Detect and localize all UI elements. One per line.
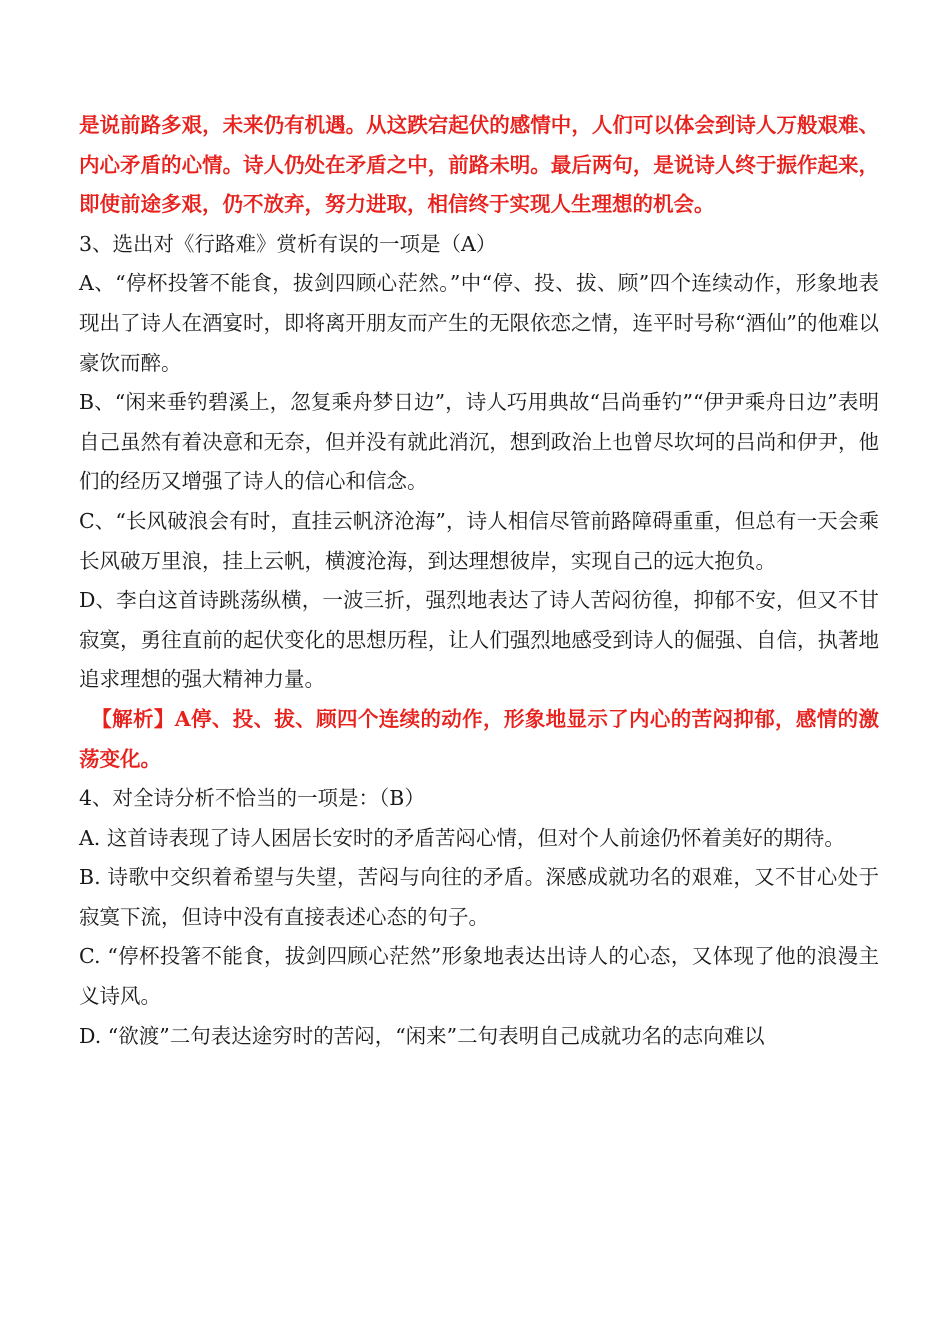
question-3-option-a: A、“停杯投箸不能食，拔剑四顾心茫然。”中“停、投、拔、顾”四个连续动作，形象地表现出了诗人在酒宴时，即将离开朋友而产生的无限依恋之情，连平时号称“酒仙”的他难以豪饮而醉。 <box>79 271 879 375</box>
answer-paragraph: 是说前路多艰，未来仍有机遇。从这跌宕起伏的感情中，人们可以体会到诗人万般艰难、内心矛盾的心情。诗人仍处在矛盾之中，前路未明。最后两句，是说诗人终于振作起来，即使前途多艰，仍不放弃，努力进取，相信终于实现人生理想的机会。 <box>79 113 879 217</box>
question-4-option-d: D. “欲渡”二句表达途穷时的苦闷，“闲来”二句表明自己成就功名的志向难以 <box>79 1023 765 1048</box>
question-3-option-b: B、“闲来垂钓碧溪上，忽复乘舟梦日边”，诗人巧用典故“吕尚垂钓”“伊尹乘舟日边”表明自己虽然有着决意和无奈，但并没有就此消沉，想到政治上也曾尽坎坷的吕尚和伊尹，他们的经历又增强了诗人的信心和信念。 <box>79 390 879 494</box>
question-4-option-a: A. 这首诗表现了诗人困居长安时的矛盾苦闷心情，但对个人前途仍怀着美好的期待。 <box>79 825 845 850</box>
question-3-analysis: 【解析】A停、投、拔、顾四个连续的动作，形象地显示了内心的苦闷抑郁，感情的激荡变化。 <box>79 706 879 771</box>
question-3-option-d: D、李白这首诗跳荡纵横，一波三折，强烈地表达了诗人苦闷彷徨，抑郁不安，但又不甘寂寞，勇往直前的起伏变化的思想历程，让人们强烈地感受到诗人的倔强、自信，执著地追求理想的强大精神力量。 <box>79 588 879 692</box>
document-page <box>79 106 879 1056</box>
question-3-stem: 3、选出对《行路难》赏析有误的一项是（A） <box>79 231 497 256</box>
question-4-stem: 4、对全诗分析不恰当的一项是：（B） <box>79 786 425 811</box>
question-4-option-b: B. 诗歌中交织着希望与失望，苦闷与向往的矛盾。深感成就功名的艰难，又不甘心处于寂寞下流，但诗中没有直接表述心态的句子。 <box>79 865 879 929</box>
question-3-option-c: C、“长风破浪会有时，直挂云帆济沧海”，诗人相信尽管前路障碍重重，但总有一天会乘长风破万里浪，挂上云帆，横渡沧海，到达理想彼岸，实现自己的远大抱负。 <box>79 508 879 573</box>
question-4-option-c: C. “停杯投箸不能食，拔剑四顾心茫然”形象地表达出诗人的心态，又体现了他的浪漫主义诗风。 <box>79 944 879 1009</box>
